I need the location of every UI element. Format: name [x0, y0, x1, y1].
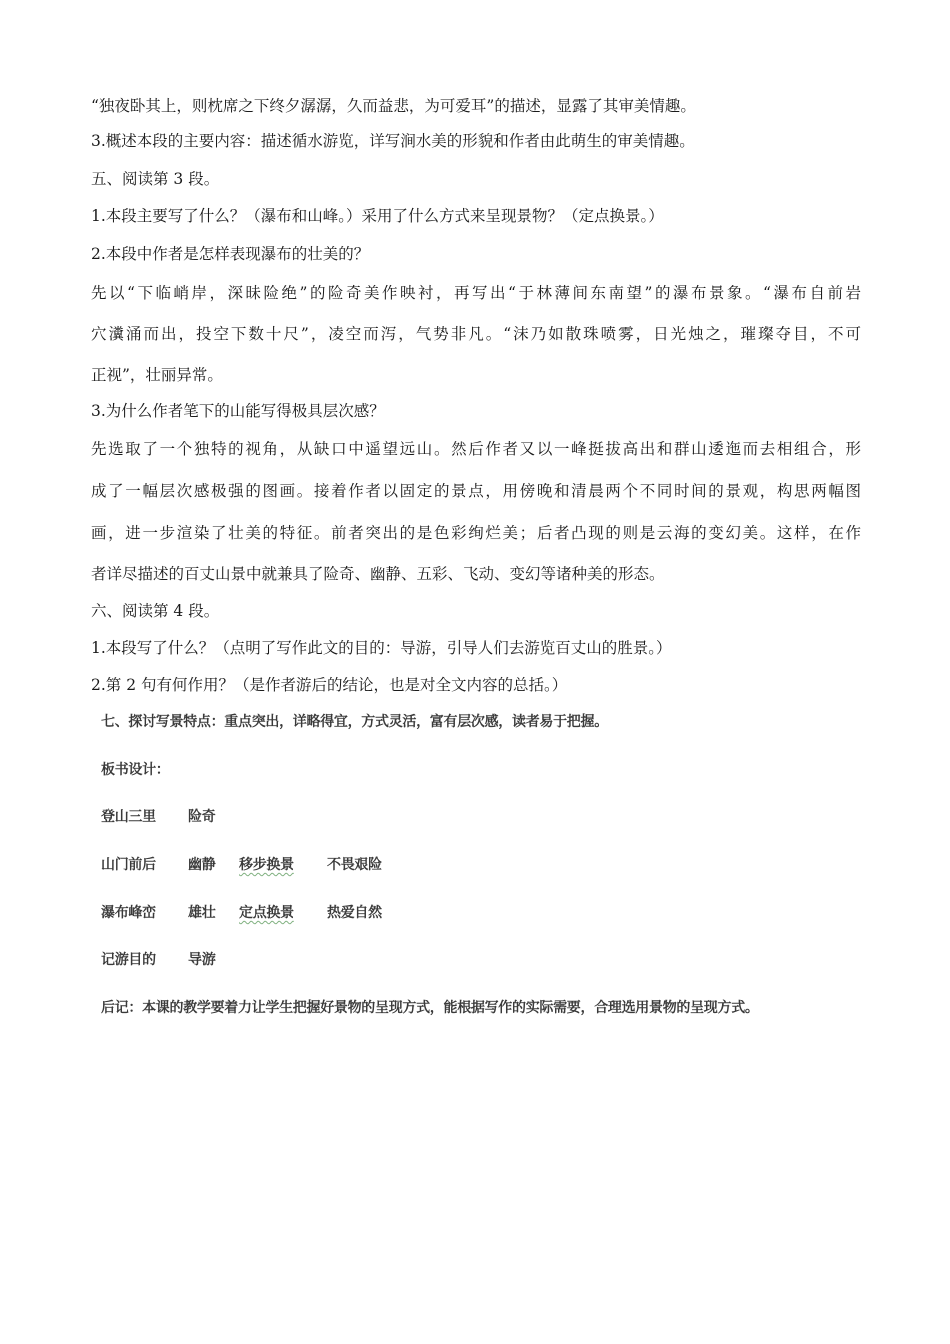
board-cell: 定点换景 — [239, 905, 294, 921]
board-cell: 雄壮 — [188, 905, 216, 921]
board-title: 板书设计： — [101, 762, 170, 778]
paragraph: 3.概述本段的主要内容：描述循水游览，详写涧水美的形貌和作者由此萌生的审美情趣。 — [91, 132, 695, 150]
question: 3.为什么作者笔下的山能写得极具层次感？ — [91, 402, 385, 420]
section-seven: 七、探讨写景特点：重点突出，详略得宜，方式灵活，富有层次感，读者易于把握。 — [101, 714, 608, 730]
board-cell: 不畏艰险 — [327, 857, 382, 873]
board-cell: 山门前后 — [101, 857, 156, 873]
board-cell: 险奇 — [188, 809, 216, 825]
board-cell: 瀑布峰峦 — [101, 905, 156, 921]
board-cell: 登山三里 — [101, 809, 156, 825]
answer-line: 成了一幅层次感极强的图画。接着作者以固定的景点，用傍晚和清晨两个不同时间的景观，构思两幅图 — [91, 482, 861, 500]
answer-line: 画，进一步渲染了壮美的特征。前者突出的是色彩绚烂美；后者凸现的则是云海的变幻美。这样，在作 — [91, 524, 861, 542]
question: 1.本段主要写了什么？（瀑布和山峰。）采用了什么方式来呈现景物？（定点换景。） — [91, 207, 664, 225]
answer-line: 正视”，壮丽异常。 — [91, 366, 223, 384]
board-cell: 移步换景 — [239, 857, 294, 873]
postscript: 后记：本课的教学要着力让学生把握好景物的呈现方式，能根据写作的实际需要，合理选用景物的呈现方式。 — [101, 1000, 759, 1016]
paragraph: “独夜卧其上，则枕席之下终夕潺潺，久而益悲，为可爱耳”的描述，显露了其审美情趣。 — [91, 97, 696, 115]
answer-line: 者详尽描述的百丈山景中就兼具了险奇、幽静、五彩、飞动、变幻等诸种美的形态。 — [91, 565, 665, 583]
section-heading: 六、阅读第 4 段。 — [91, 602, 220, 620]
answer-line: 先以“下临峭岸，深昧险绝”的险奇美作映衬，再写出“于林薄间东南望”的瀑布景象。“瀑布自前岩 — [91, 284, 861, 302]
question: 1.本段写了什么？（点明了写作此文的目的：导游，引导人们去游览百丈山的胜景。） — [91, 639, 672, 657]
question: 2.本段中作者是怎样表现瀑布的壮美的？ — [91, 245, 370, 263]
section-heading: 五、阅读第 3 段。 — [91, 170, 220, 188]
answer-line: 先选取了一个独特的视角，从缺口中遥望远山。然后作者又以一峰挺拔高出和群山逶迤而去相组合，形 — [91, 440, 861, 458]
board-cell: 热爱自然 — [327, 905, 382, 921]
question: 2.第 2 句有何作用？（是作者游后的结论，也是对全文内容的总括。） — [91, 676, 568, 694]
board-cell: 导游 — [188, 952, 216, 968]
board-cell: 幽静 — [188, 857, 216, 873]
answer-line: 穴瀵涌而出，投空下数十尺”，凌空而泻，气势非凡。“沫乃如散珠喷雾，日光烛之，璀璨夺目，不可 — [91, 325, 861, 343]
board-cell: 记游目的 — [101, 952, 156, 968]
